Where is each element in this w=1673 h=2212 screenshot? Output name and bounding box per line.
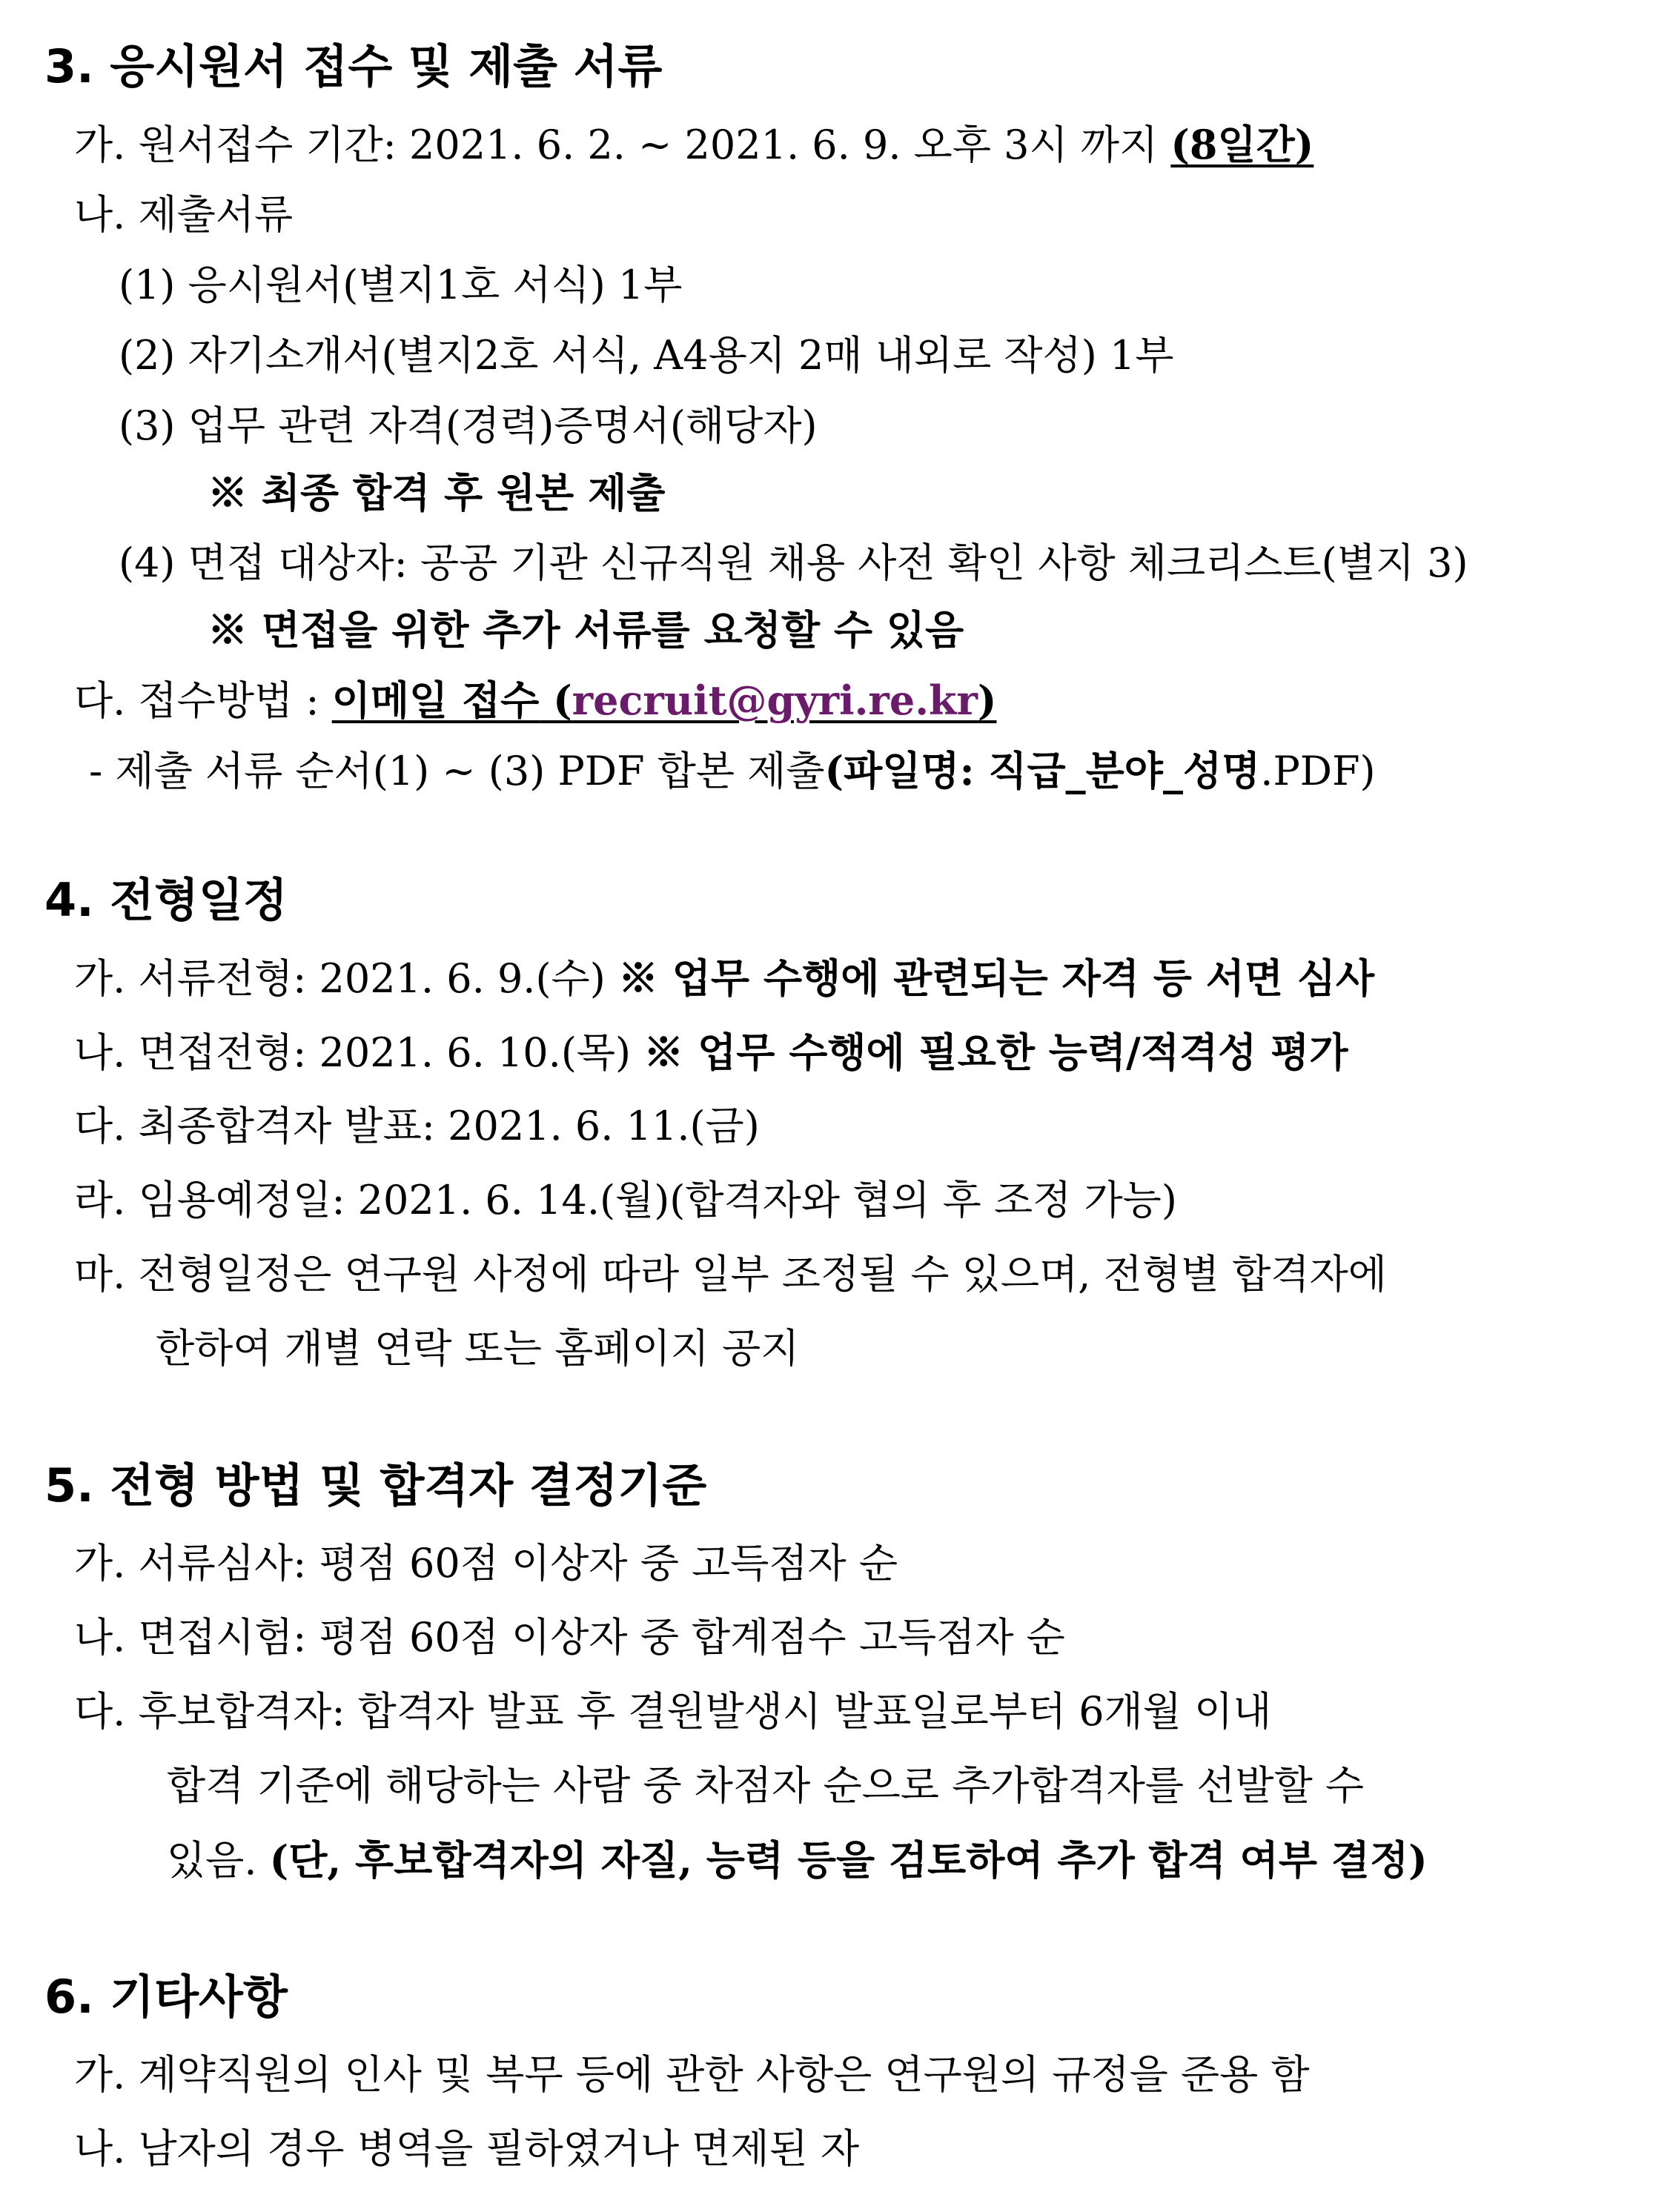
sec5-item-na: 나. 면접시험: 평점 60점 이상자 중 합계점수 고득점자 순 <box>74 1614 1065 1661</box>
sec4-item-ma-2: 한하여 개별 연락 또는 홈페이지 공지 <box>156 1325 800 1372</box>
sec4-item-na <box>74 1026 1348 1079</box>
sec3-da-method-text: 이메일 접수 <box>331 677 540 724</box>
section-6-title: 6. 기타사항 <box>44 1970 288 2024</box>
sec3-item-na: 나. 제출서류 <box>74 191 294 238</box>
sec5-da3-text: 있음. <box>167 1837 270 1884</box>
sec3-item-ga <box>74 119 1313 171</box>
sec3-note-3: ※ 최종 합격 후 원본 제출 <box>208 469 666 517</box>
sec5-item-da-2: 합격 기준에 해당하는 사람 중 차점자 순으로 추가합격자를 선발할 수 <box>167 1762 1365 1809</box>
email-link[interactable]: recruit@gyri.re.kr <box>572 677 978 724</box>
sec3-dash-filename: (파일명: 직급_분야_성명 <box>824 747 1261 794</box>
sec3-dash-ext: .PDF) <box>1260 748 1376 794</box>
sec3-da-paren-open: ( <box>539 677 572 724</box>
sec3-note-4: ※ 면접을 위한 추가 서류를 요청할 수 있음 <box>208 606 964 654</box>
sec5-item-da-3 <box>167 1834 1428 1887</box>
sec6-item-na: 나. 남자의 경우 병역을 필하였거나 면제된 자 <box>74 2125 860 2172</box>
sec3-da-method <box>332 677 997 724</box>
sec3-ga-text: 가. 원서접수 기간: 2021. 6. 2. ~ 2021. 6. 9. 오후 3시 까지 <box>74 122 1171 168</box>
sec4-na-text: 나. 면접전형: 2021. 6. 10.(목) <box>74 1029 644 1076</box>
sec5-da3-note: (단, 후보합격자의 자질, 능력 등을 검토하여 추가 합격 여부 결정) <box>269 1836 1428 1884</box>
sec3-ga-period: (8일간) <box>1170 121 1314 168</box>
sec4-item-ra: 라. 임용예정일: 2021. 6. 14.(월)(합격자와 협의 후 조정 가능) <box>74 1177 1177 1223</box>
sec3-doc-3: (3) 업무 관련 자격(경력)증명서(해당자) <box>119 402 818 449</box>
sec3-doc-1: (1) 응시원서(별지1호 서식) 1부 <box>119 262 683 308</box>
sec4-item-da: 다. 최종합격자 발표: 2021. 6. 11.(금) <box>74 1103 760 1149</box>
sec4-item-ma-1: 마. 전형일정은 연구원 사정에 따라 일부 조정될 수 있으며, 전형별 합격자에 <box>74 1251 1387 1298</box>
sec4-ga-note: ※ 업무 수행에 관련되는 자격 등 서면 심사 <box>617 954 1375 1002</box>
section-5-title: 5. 전형 방법 및 합격자 결정기준 <box>44 1458 707 1512</box>
sec3-dash-text: - 제출 서류 순서(1) ~ (3) PDF 합본 제출 <box>89 748 825 794</box>
sec6-item-ga: 가. 계약직원의 인사 및 복무 등에 관한 사항은 연구원의 규정을 준용 함 <box>74 2051 1310 2098</box>
sec3-dash-note <box>89 745 1376 797</box>
section-4-title: 4. 전형일정 <box>44 873 288 927</box>
sec5-item-da-1: 다. 후보합격자: 합격자 발표 후 결원발생시 발표일로부터 6개월 이내 <box>74 1688 1272 1735</box>
section-3-title: 3. 응시원서 접수 및 제출 서류 <box>44 39 663 93</box>
sec3-da-label: 다. 접수방법 : <box>74 677 332 724</box>
sec3-doc-4: (4) 면접 대상자: 공공 기관 신규직원 채용 사전 확인 사항 체크리스트(별지 3) <box>119 539 1468 586</box>
sec4-na-note: ※ 업무 수행에 필요한 능력/적격성 평가 <box>643 1029 1348 1076</box>
sec5-item-ga: 가. 서류심사: 평점 60점 이상자 중 고득점자 순 <box>74 1540 898 1587</box>
sec4-ga-text: 가. 서류전형: 2021. 6. 9.(수) <box>74 955 618 1002</box>
sec3-doc-2: (2) 자기소개서(별지2호 서식, A4용지 2매 내외로 작성) 1부 <box>119 332 1174 379</box>
sec3-item-da <box>74 674 996 727</box>
sec3-da-paren-close: ) <box>977 677 997 724</box>
sec4-item-ga <box>74 952 1374 1005</box>
